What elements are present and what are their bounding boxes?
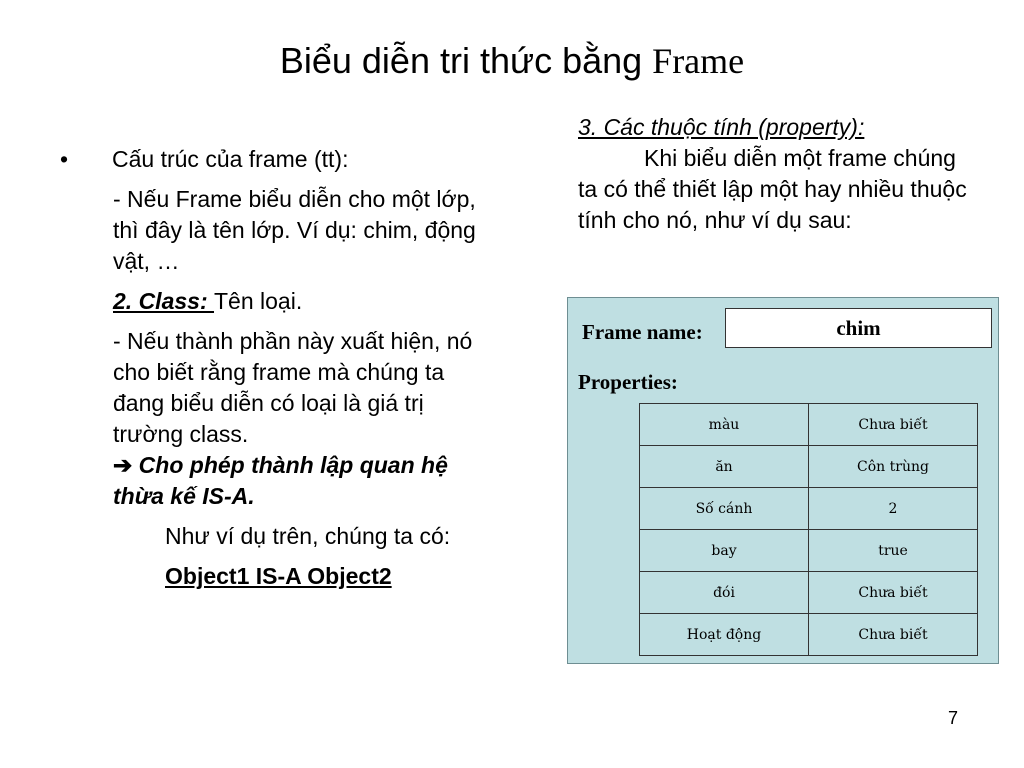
class-heading: 2. Class: xyxy=(113,288,214,314)
properties-table xyxy=(639,403,978,656)
isa-example: Object1 IS-A Object2 xyxy=(165,563,392,589)
left-column xyxy=(60,144,500,592)
property-name-cell: bay xyxy=(640,530,809,572)
properties-label: Properties: xyxy=(578,370,678,394)
property-value-cell: Chưa biết xyxy=(809,404,978,446)
bullet-item xyxy=(60,144,500,175)
frame-name-label: Frame name: xyxy=(582,320,703,344)
property-value-cell: Chưa biết xyxy=(809,572,978,614)
class-line xyxy=(60,286,500,317)
table-row xyxy=(640,572,978,614)
table-row xyxy=(640,404,978,446)
property-value-cell: Chưa biết xyxy=(809,614,978,656)
property-value-cell: 2 xyxy=(809,488,978,530)
right-column xyxy=(578,112,978,236)
table-row xyxy=(640,530,978,572)
property-name-cell: Hoạt động xyxy=(640,614,809,656)
class-description: Tên loại. xyxy=(214,288,303,314)
property-name-cell: ăn xyxy=(640,446,809,488)
property-name-cell: đói xyxy=(640,572,809,614)
example-intro-text: Như ví dụ trên, chúng ta có: xyxy=(165,523,451,549)
example-line xyxy=(60,561,500,592)
paragraph-class-field xyxy=(60,326,500,512)
frame-name-value: chim xyxy=(725,308,992,348)
table-row xyxy=(640,446,978,488)
class-field-text: - Nếu thành phần này xuất hiện, nó cho biết rằng frame mà chúng ta đang biểu diễn có loại là giá trị trường class. xyxy=(113,328,473,447)
bullet-dot: • xyxy=(60,146,69,172)
slide-title xyxy=(0,40,1024,82)
title-frame-word: Frame xyxy=(652,41,745,81)
property-description xyxy=(578,143,978,236)
frame-example-panel xyxy=(567,297,999,664)
property-description-text: Khi biểu diễn một frame chúng ta có thể thiết lập một hay nhiều thuộc tính cho nó, như ví dụ sau: xyxy=(578,145,967,233)
isa-emphasis: Cho phép thành lập quan hệ thừa kế IS-A. xyxy=(113,452,448,509)
table-row xyxy=(640,614,978,656)
table-row xyxy=(640,488,978,530)
property-name-cell: Số cánh xyxy=(640,488,809,530)
paragraph-frame-class: - Nếu Frame biểu diễn cho một lớp, thì đây là tên lớp. Ví dụ: chim, động vật, … xyxy=(113,186,476,274)
title-text: Biểu diễn tri thức bằng xyxy=(279,40,653,81)
property-heading: 3. Các thuộc tính (property): xyxy=(578,114,865,140)
page-number: 7 xyxy=(948,708,959,728)
bullet-text: Cấu trúc của frame (tt): xyxy=(112,146,349,172)
property-value-cell: Côn trùng xyxy=(809,446,978,488)
property-name-cell: màu xyxy=(640,404,809,446)
arrow-icon: ➔ xyxy=(113,452,133,478)
paragraph-example-intro xyxy=(60,521,500,552)
property-value-cell: true xyxy=(809,530,978,572)
